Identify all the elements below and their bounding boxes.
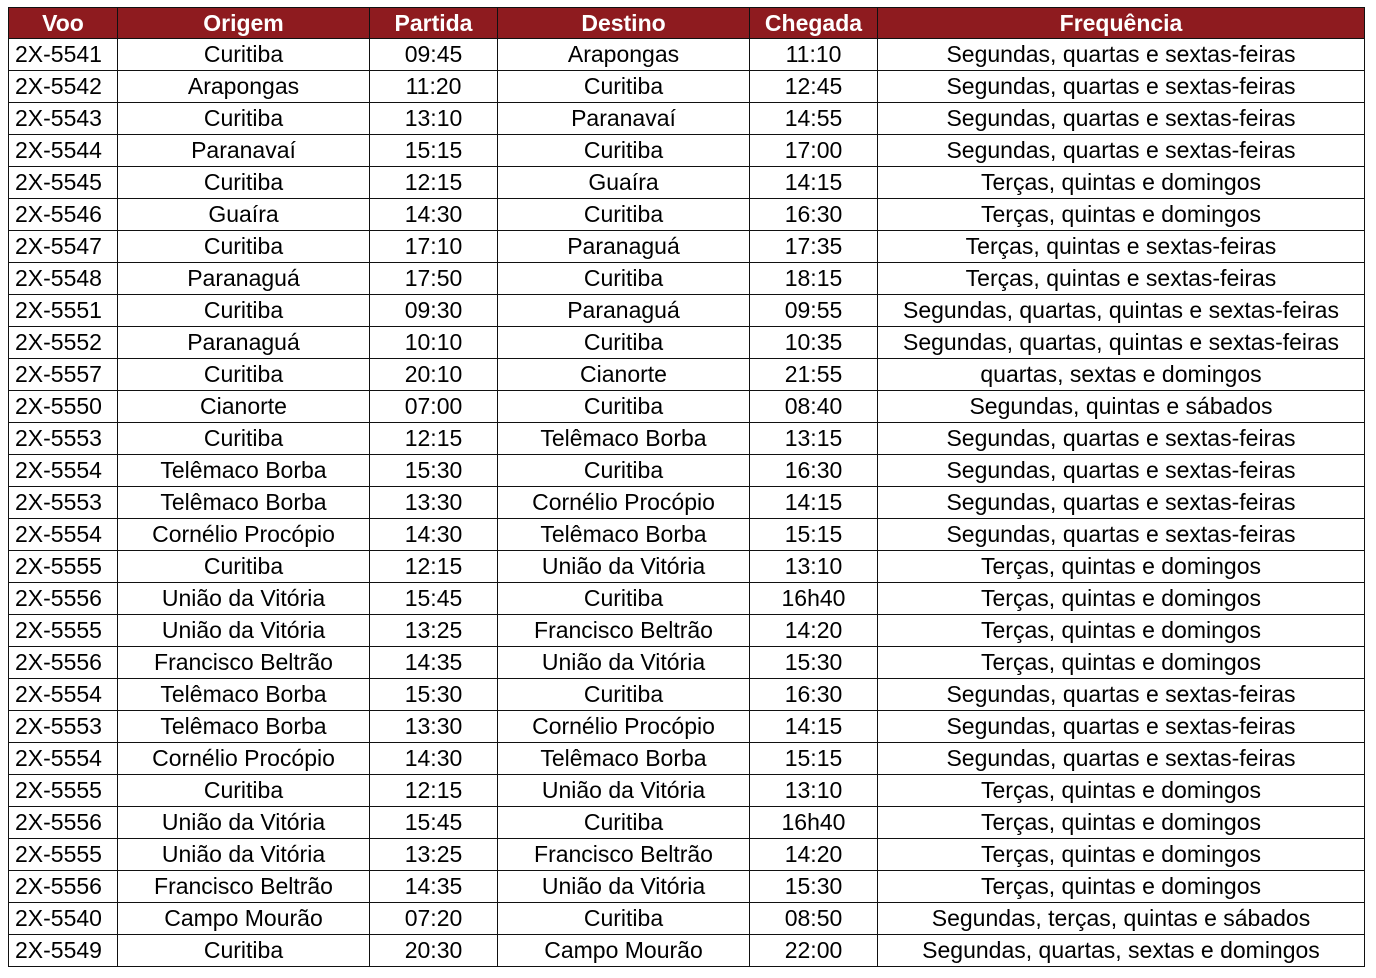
cell-destino: Cianorte: [498, 359, 750, 391]
cell-frequencia: Terças, quintas e domingos: [878, 871, 1365, 903]
cell-frequencia: Segundas, quartas, sextas e domingos: [878, 935, 1365, 967]
cell-voo: 2X-5545: [9, 167, 118, 199]
cell-chegada: 09:55: [750, 295, 878, 327]
cell-frequencia: Segundas, quartas e sextas-feiras: [878, 743, 1365, 775]
header-partida: Partida: [370, 8, 498, 39]
cell-origem: União da Vitória: [118, 807, 370, 839]
cell-voo: 2X-5542: [9, 71, 118, 103]
cell-destino: Paranaguá: [498, 231, 750, 263]
cell-origem: Telêmaco Borba: [118, 711, 370, 743]
cell-origem: União da Vitória: [118, 839, 370, 871]
cell-voo: 2X-5540: [9, 903, 118, 935]
cell-partida: 14:30: [370, 199, 498, 231]
cell-frequencia: Segundas, quartas e sextas-feiras: [878, 423, 1365, 455]
cell-partida: 12:15: [370, 775, 498, 807]
cell-frequencia: Segundas, quartas, quintas e sextas-feiras: [878, 327, 1365, 359]
table-row: [9, 327, 1365, 359]
cell-destino: Curitiba: [498, 391, 750, 423]
cell-frequencia: Segundas, quartas e sextas-feiras: [878, 103, 1365, 135]
cell-chegada: 14:15: [750, 711, 878, 743]
cell-frequencia: Terças, quintas e domingos: [878, 615, 1365, 647]
cell-voo: 2X-5556: [9, 871, 118, 903]
table-row: [9, 359, 1365, 391]
cell-partida: 14:35: [370, 647, 498, 679]
table-row: [9, 295, 1365, 327]
header-voo: Voo: [9, 8, 118, 39]
cell-partida: 09:45: [370, 39, 498, 71]
cell-partida: 14:30: [370, 519, 498, 551]
cell-voo: 2X-5556: [9, 647, 118, 679]
cell-chegada: 21:55: [750, 359, 878, 391]
table-row: [9, 519, 1365, 551]
cell-voo: 2X-5546: [9, 199, 118, 231]
table-row: [9, 615, 1365, 647]
cell-partida: 20:30: [370, 935, 498, 967]
cell-chegada: 14:15: [750, 487, 878, 519]
table-row: [9, 455, 1365, 487]
cell-chegada: 16h40: [750, 583, 878, 615]
cell-origem: União da Vitória: [118, 583, 370, 615]
cell-voo: 2X-5554: [9, 519, 118, 551]
cell-partida: 07:00: [370, 391, 498, 423]
cell-voo: 2X-5554: [9, 455, 118, 487]
table-row: [9, 711, 1365, 743]
cell-destino: Curitiba: [498, 199, 750, 231]
cell-frequencia: Segundas, quartas e sextas-feiras: [878, 71, 1365, 103]
table-row: [9, 263, 1365, 295]
cell-frequencia: Segundas, quartas e sextas-feiras: [878, 455, 1365, 487]
cell-destino: Cornélio Procópio: [498, 711, 750, 743]
cell-chegada: 10:35: [750, 327, 878, 359]
cell-destino: Telêmaco Borba: [498, 519, 750, 551]
cell-partida: 15:15: [370, 135, 498, 167]
cell-origem: Curitiba: [118, 935, 370, 967]
header-row: [9, 8, 1365, 39]
cell-voo: 2X-5543: [9, 103, 118, 135]
cell-destino: Francisco Beltrão: [498, 839, 750, 871]
cell-origem: Cornélio Procópio: [118, 743, 370, 775]
cell-partida: 13:30: [370, 711, 498, 743]
cell-destino: Telêmaco Borba: [498, 743, 750, 775]
cell-partida: 13:25: [370, 839, 498, 871]
cell-origem: Curitiba: [118, 103, 370, 135]
cell-voo: 2X-5554: [9, 679, 118, 711]
cell-origem: Paranaguá: [118, 263, 370, 295]
table-row: [9, 871, 1365, 903]
cell-chegada: 08:40: [750, 391, 878, 423]
cell-chegada: 13:10: [750, 551, 878, 583]
cell-partida: 13:10: [370, 103, 498, 135]
cell-voo: 2X-5553: [9, 487, 118, 519]
cell-partida: 15:45: [370, 807, 498, 839]
cell-destino: Curitiba: [498, 135, 750, 167]
cell-chegada: 18:15: [750, 263, 878, 295]
cell-partida: 13:25: [370, 615, 498, 647]
cell-origem: Curitiba: [118, 423, 370, 455]
cell-destino: Curitiba: [498, 455, 750, 487]
cell-voo: 2X-5549: [9, 935, 118, 967]
cell-voo: 2X-5548: [9, 263, 118, 295]
cell-chegada: 16:30: [750, 455, 878, 487]
cell-partida: 11:20: [370, 71, 498, 103]
cell-voo: 2X-5556: [9, 807, 118, 839]
cell-voo: 2X-5555: [9, 775, 118, 807]
cell-origem: Curitiba: [118, 551, 370, 583]
cell-origem: União da Vitória: [118, 615, 370, 647]
cell-partida: 12:15: [370, 423, 498, 455]
cell-destino: Francisco Beltrão: [498, 615, 750, 647]
cell-chegada: 17:00: [750, 135, 878, 167]
cell-origem: Curitiba: [118, 39, 370, 71]
cell-voo: 2X-5553: [9, 423, 118, 455]
cell-partida: 15:30: [370, 455, 498, 487]
cell-chegada: 13:15: [750, 423, 878, 455]
cell-frequencia: Terças, quintas e domingos: [878, 583, 1365, 615]
cell-destino: União da Vitória: [498, 551, 750, 583]
cell-origem: Curitiba: [118, 359, 370, 391]
cell-frequencia: Terças, quintas e sextas-feiras: [878, 263, 1365, 295]
cell-chegada: 13:10: [750, 775, 878, 807]
cell-origem: Curitiba: [118, 295, 370, 327]
cell-voo: 2X-5541: [9, 39, 118, 71]
header-destino: Destino: [498, 8, 750, 39]
cell-voo: 2X-5555: [9, 551, 118, 583]
cell-origem: Telêmaco Borba: [118, 679, 370, 711]
cell-frequencia: Terças, quintas e domingos: [878, 199, 1365, 231]
cell-destino: Cornélio Procópio: [498, 487, 750, 519]
cell-origem: Francisco Beltrão: [118, 871, 370, 903]
cell-voo: 2X-5547: [9, 231, 118, 263]
cell-chegada: 14:20: [750, 615, 878, 647]
cell-partida: 12:15: [370, 551, 498, 583]
cell-origem: Guaíra: [118, 199, 370, 231]
cell-partida: 14:35: [370, 871, 498, 903]
cell-partida: 15:30: [370, 679, 498, 711]
table-row: [9, 935, 1365, 967]
cell-origem: Curitiba: [118, 167, 370, 199]
cell-destino: Curitiba: [498, 263, 750, 295]
table-row: [9, 391, 1365, 423]
cell-frequencia: Segundas, quartas e sextas-feiras: [878, 519, 1365, 551]
cell-frequencia: Segundas, quintas e sábados: [878, 391, 1365, 423]
cell-frequencia: Segundas, quartas e sextas-feiras: [878, 679, 1365, 711]
table-row: [9, 103, 1365, 135]
cell-frequencia: Terças, quintas e domingos: [878, 647, 1365, 679]
cell-partida: 13:30: [370, 487, 498, 519]
cell-partida: 09:30: [370, 295, 498, 327]
flight-schedule-table: [8, 7, 1365, 967]
cell-chegada: 15:15: [750, 743, 878, 775]
cell-destino: Curitiba: [498, 71, 750, 103]
cell-destino: Curitiba: [498, 679, 750, 711]
table-row: [9, 231, 1365, 263]
cell-chegada: 11:10: [750, 39, 878, 71]
cell-chegada: 15:15: [750, 519, 878, 551]
cell-partida: 15:45: [370, 583, 498, 615]
table-row: [9, 775, 1365, 807]
cell-chegada: 14:20: [750, 839, 878, 871]
table-body: [9, 39, 1365, 967]
cell-origem: Cianorte: [118, 391, 370, 423]
header-origem: Origem: [118, 8, 370, 39]
cell-destino: Arapongas: [498, 39, 750, 71]
cell-destino: Paranavaí: [498, 103, 750, 135]
cell-voo: 2X-5554: [9, 743, 118, 775]
cell-chegada: 08:50: [750, 903, 878, 935]
cell-frequencia: Segundas, quartas e sextas-feiras: [878, 135, 1365, 167]
cell-chegada: 12:45: [750, 71, 878, 103]
cell-destino: Paranaguá: [498, 295, 750, 327]
cell-origem: Campo Mourão: [118, 903, 370, 935]
table-row: [9, 199, 1365, 231]
cell-chegada: 16:30: [750, 199, 878, 231]
cell-partida: 10:10: [370, 327, 498, 359]
cell-partida: 20:10: [370, 359, 498, 391]
table-row: [9, 743, 1365, 775]
table-row: [9, 167, 1365, 199]
cell-frequencia: Segundas, quartas e sextas-feiras: [878, 39, 1365, 71]
cell-destino: Campo Mourão: [498, 935, 750, 967]
cell-voo: 2X-5550: [9, 391, 118, 423]
cell-origem: Telêmaco Borba: [118, 455, 370, 487]
header-chegada: Chegada: [750, 8, 878, 39]
cell-frequencia: Segundas, terças, quintas e sábados: [878, 903, 1365, 935]
cell-chegada: 15:30: [750, 647, 878, 679]
cell-destino: Curitiba: [498, 583, 750, 615]
cell-chegada: 16:30: [750, 679, 878, 711]
cell-frequencia: Segundas, quartas e sextas-feiras: [878, 711, 1365, 743]
cell-frequencia: Terças, quintas e domingos: [878, 775, 1365, 807]
cell-voo: 2X-5555: [9, 839, 118, 871]
cell-destino: União da Vitória: [498, 871, 750, 903]
cell-origem: Curitiba: [118, 775, 370, 807]
cell-destino: União da Vitória: [498, 647, 750, 679]
table-row: [9, 135, 1365, 167]
cell-voo: 2X-5552: [9, 327, 118, 359]
cell-destino: Curitiba: [498, 807, 750, 839]
table-row: [9, 39, 1365, 71]
cell-origem: Telêmaco Borba: [118, 487, 370, 519]
cell-chegada: 17:35: [750, 231, 878, 263]
cell-destino: Curitiba: [498, 327, 750, 359]
cell-partida: 07:20: [370, 903, 498, 935]
table-row: [9, 71, 1365, 103]
cell-origem: Arapongas: [118, 71, 370, 103]
cell-voo: 2X-5555: [9, 615, 118, 647]
table-row: [9, 903, 1365, 935]
cell-partida: 14:30: [370, 743, 498, 775]
cell-voo: 2X-5544: [9, 135, 118, 167]
table-row: [9, 583, 1365, 615]
cell-voo: 2X-5551: [9, 295, 118, 327]
table-row: [9, 487, 1365, 519]
cell-frequencia: Terças, quintas e domingos: [878, 167, 1365, 199]
cell-frequencia: Terças, quintas e domingos: [878, 807, 1365, 839]
flight-schedule-sheet: [8, 7, 1364, 967]
cell-frequencia: Terças, quintas e domingos: [878, 551, 1365, 583]
cell-chegada: 14:15: [750, 167, 878, 199]
cell-chegada: 14:55: [750, 103, 878, 135]
cell-frequencia: Segundas, quartas, quintas e sextas-feiras: [878, 295, 1365, 327]
cell-chegada: 15:30: [750, 871, 878, 903]
table-row: [9, 839, 1365, 871]
header-frequencia: Frequência: [878, 8, 1365, 39]
cell-frequencia: Segundas, quartas e sextas-feiras: [878, 487, 1365, 519]
cell-frequencia: Terças, quintas e domingos: [878, 839, 1365, 871]
table-row: [9, 679, 1365, 711]
cell-destino: Guaíra: [498, 167, 750, 199]
table-row: [9, 807, 1365, 839]
cell-partida: 12:15: [370, 167, 498, 199]
cell-origem: Curitiba: [118, 231, 370, 263]
cell-voo: 2X-5553: [9, 711, 118, 743]
cell-chegada: 22:00: [750, 935, 878, 967]
cell-voo: 2X-5556: [9, 583, 118, 615]
cell-frequencia: quartas, sextas e domingos: [878, 359, 1365, 391]
cell-origem: Paranavaí: [118, 135, 370, 167]
cell-partida: 17:50: [370, 263, 498, 295]
cell-frequencia: Terças, quintas e sextas-feiras: [878, 231, 1365, 263]
cell-voo: 2X-5557: [9, 359, 118, 391]
cell-origem: Francisco Beltrão: [118, 647, 370, 679]
cell-partida: 17:10: [370, 231, 498, 263]
cell-origem: Paranaguá: [118, 327, 370, 359]
cell-destino: União da Vitória: [498, 775, 750, 807]
cell-origem: Cornélio Procópio: [118, 519, 370, 551]
cell-chegada: 16h40: [750, 807, 878, 839]
cell-destino: Telêmaco Borba: [498, 423, 750, 455]
table-row: [9, 647, 1365, 679]
table-row: [9, 551, 1365, 583]
table-row: [9, 423, 1365, 455]
cell-destino: Curitiba: [498, 903, 750, 935]
